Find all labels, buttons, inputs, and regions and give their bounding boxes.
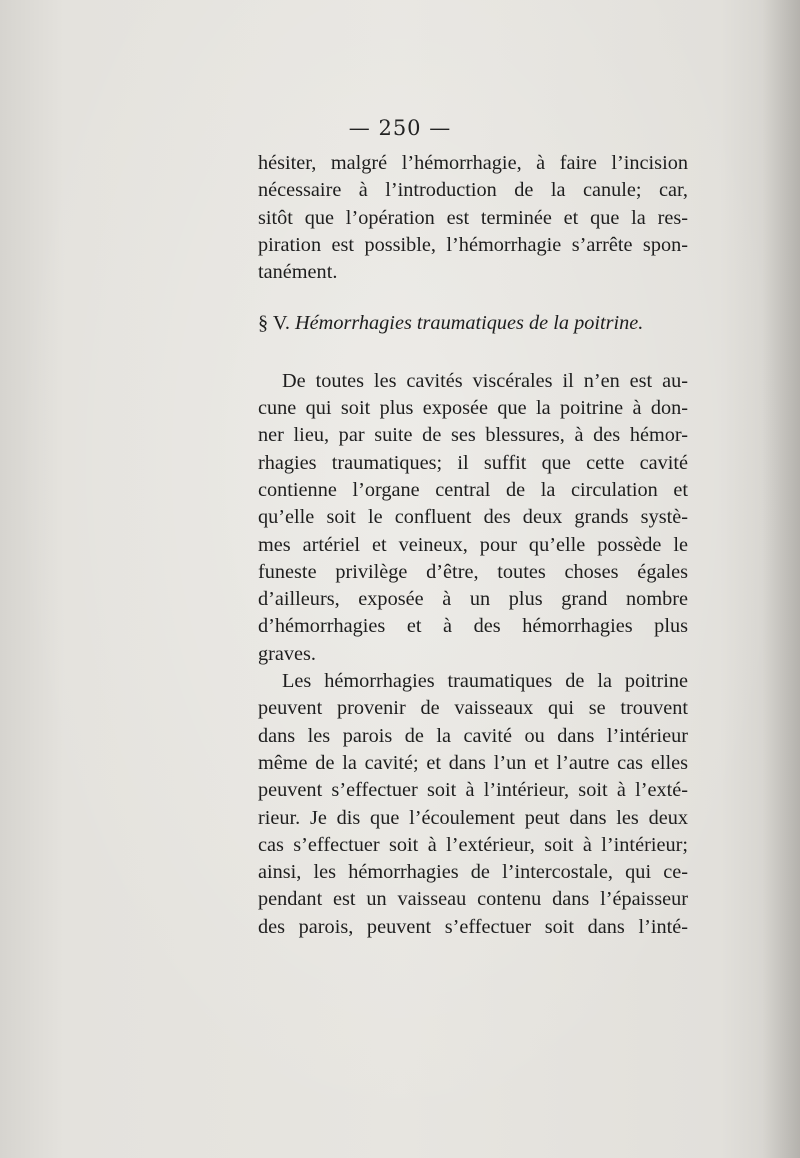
text-line: d’hémorrhagies et à des hémorrhagies plus xyxy=(258,615,688,638)
text-line: rhagies traumatiques; il suffit que cette cavité xyxy=(258,451,688,474)
text-line: sitôt que l’opération est terminée et que la res- xyxy=(258,206,688,229)
text-line: nécessaire à l’introduction de la canule; car, xyxy=(258,179,688,202)
text-line: contienne l’organe central de la circulation et xyxy=(258,478,688,501)
section-heading xyxy=(258,310,688,337)
paragraph-continued xyxy=(258,150,688,286)
page-edge-shadow xyxy=(762,0,800,1158)
text-line: pendant est un vaisseau contenu dans l’épaisseur xyxy=(258,888,688,911)
text-line: Les hémorrhagies traumatiques de la poitrine xyxy=(282,670,688,693)
text-line: peuvent s’effectuer soit à l’intérieur, soit à l’exté- xyxy=(258,779,688,802)
text-line: De toutes les cavités viscérales il n’en est au- xyxy=(282,369,688,392)
paragraph xyxy=(258,368,688,668)
paragraph xyxy=(258,668,688,941)
text-line: piration est possible, l’hémorrhagie s’arrête spon- xyxy=(258,233,688,256)
text-line: rieur. Je dis que l’écoulement peut dans les deux xyxy=(258,806,688,829)
text-line: cune qui soit plus exposée que la poitrine à don- xyxy=(258,397,688,420)
text-line: dans les parois de la cavité ou dans l’intérieur xyxy=(258,724,688,747)
text-line: ainsi, les hémorrhagies de l’intercostale, qui ce- xyxy=(258,861,688,884)
text-line: funeste privilège d’être, toutes choses égales xyxy=(258,560,688,583)
text-line: peuvent provenir de vaisseaux qui se trouvent xyxy=(258,697,688,720)
text-line: hésiter, malgré l’hémorrhagie, à faire l’incision xyxy=(258,152,688,174)
text-line: d’ailleurs, exposée à un plus grand nombre xyxy=(258,588,688,611)
section-number: § V. xyxy=(258,312,290,335)
text-line: même de la cavité; et dans l’un et l’autre cas elles xyxy=(258,751,688,774)
section-title: Hémorrhagies traumatiques de la poitrine. xyxy=(295,312,644,335)
text-line: cas s’effectuer soit à l’extérieur, soit à l’intérieur; xyxy=(258,833,688,856)
text-line: graves. xyxy=(258,642,317,665)
text-line: qu’elle soit le confluent des deux grands systè- xyxy=(258,506,688,529)
text-line: mes artériel et veineux, pour qu’elle possède le xyxy=(258,533,688,556)
text-block xyxy=(258,150,688,941)
text-line: tanément. xyxy=(258,261,338,284)
text-line: ner lieu, par suite de ses blessures, à des hémor- xyxy=(258,424,688,447)
page-number: — 250 — xyxy=(348,116,452,140)
text-line: des parois, peuvent s’effectuer soit dans l’inté- xyxy=(258,915,688,938)
